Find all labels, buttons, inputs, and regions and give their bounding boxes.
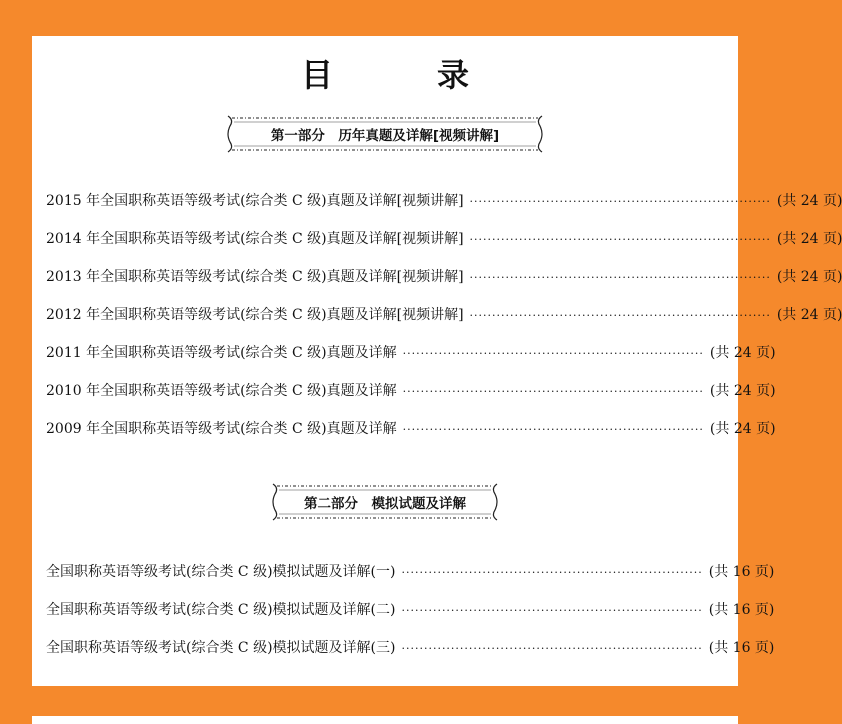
entry-title: 2013 年全国职称英语等级考试(综合类 C 级)真题及详解[视频讲解] xyxy=(46,269,464,285)
section-title-1: 第一部分 历年真题及详解[视频讲解] xyxy=(270,128,500,144)
entry-pages: (共 24 页) xyxy=(709,383,776,399)
toc-entry[interactable] xyxy=(46,409,776,447)
entry-pages: (共 24 页) xyxy=(776,193,842,209)
toc-entry[interactable] xyxy=(46,590,775,628)
section-title-2: 第二部分 模拟试题及详解 xyxy=(304,496,466,512)
entry-title: 2015 年全国职称英语等级考试(综合类 C 级)真题及详解[视频讲解] xyxy=(46,193,464,209)
entry-pages: (共 16 页) xyxy=(708,602,775,618)
section-banner-2 xyxy=(269,480,501,524)
dot-leader: ··································································· xyxy=(401,565,703,579)
section-banner-1 xyxy=(224,112,546,156)
dot-leader: ··································································· xyxy=(402,422,704,436)
entry-pages: (共 24 页) xyxy=(776,269,842,285)
dot-leader: ··································································· xyxy=(469,232,771,246)
entry-pages: (共 24 页) xyxy=(776,307,842,323)
entry-title: 全国职称英语等级考试(综合类 C 级)模拟试题及详解(二) xyxy=(46,602,396,618)
dot-leader: ··································································· xyxy=(469,270,771,284)
toc-entry[interactable] xyxy=(46,295,842,333)
entry-title: 全国职称英语等级考试(综合类 C 级)模拟试题及详解(三) xyxy=(46,640,396,656)
entry-title: 2010 年全国职称英语等级考试(综合类 C 级)真题及详解 xyxy=(46,383,397,399)
entry-pages: (共 24 页) xyxy=(709,421,776,437)
toc-entry[interactable] xyxy=(46,628,775,666)
entry-pages: (共 16 页) xyxy=(708,564,775,580)
toc-page xyxy=(32,36,842,686)
toc-entry[interactable] xyxy=(46,219,842,257)
dot-leader: ··································································· xyxy=(402,346,704,360)
dot-leader: ··································································· xyxy=(402,384,704,398)
toc-entry[interactable] xyxy=(46,257,842,295)
toc-entry[interactable] xyxy=(46,333,776,371)
entry-title: 2014 年全国职称英语等级考试(综合类 C 级)真题及详解[视频讲解] xyxy=(46,231,464,247)
entry-pages: (共 16 页) xyxy=(708,640,775,656)
toc-list-1 xyxy=(46,181,842,447)
entry-title: 2011 年全国职称英语等级考试(综合类 C 级)真题及详解 xyxy=(46,345,397,361)
toc-entry[interactable] xyxy=(46,552,775,590)
dot-leader: ··································································· xyxy=(401,603,703,617)
entry-title: 全国职称英语等级考试(综合类 C 级)模拟试题及详解(一) xyxy=(46,564,396,580)
next-page-edge xyxy=(32,716,738,724)
page-title: 目 录 xyxy=(300,56,505,94)
entry-pages: (共 24 页) xyxy=(709,345,776,361)
toc-list-2 xyxy=(46,552,775,666)
dot-leader: ··································································· xyxy=(401,641,703,655)
entry-pages: (共 24 页) xyxy=(776,231,842,247)
entry-title: 2009 年全国职称英语等级考试(综合类 C 级)真题及详解 xyxy=(46,421,397,437)
toc-entry[interactable] xyxy=(46,181,842,219)
toc-entry[interactable] xyxy=(46,371,776,409)
dot-leader: ··································································· xyxy=(469,194,771,208)
entry-title: 2012 年全国职称英语等级考试(综合类 C 级)真题及详解[视频讲解] xyxy=(46,307,464,323)
dot-leader: ··································································· xyxy=(469,308,771,322)
